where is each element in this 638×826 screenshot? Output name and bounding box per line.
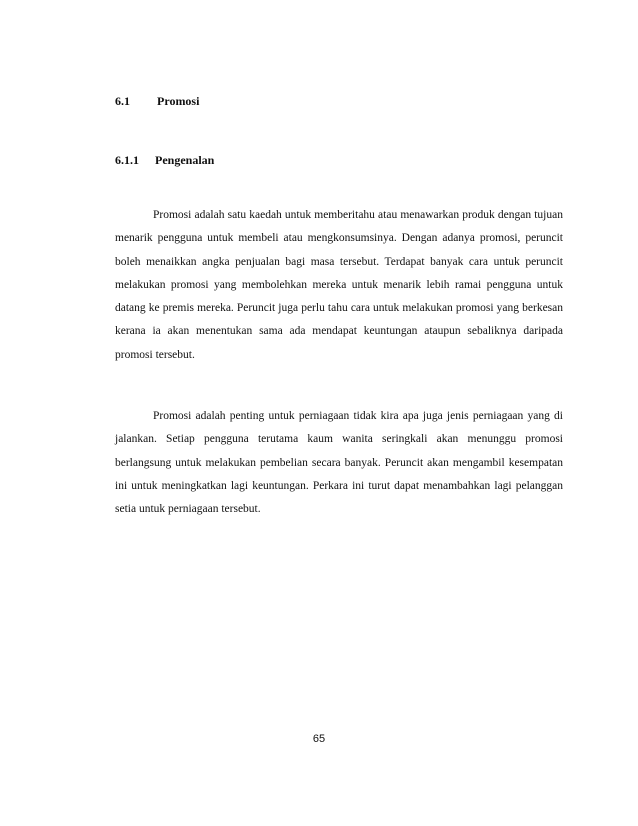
section-number: 6.1	[115, 94, 130, 108]
subsection-number: 6.1.1	[115, 153, 139, 167]
subsection-heading	[115, 153, 214, 167]
paragraph-introduction: Promosi adalah satu kaedah untuk memberitahu atau menawarkan produk dengan tujuan menarik pengguna untuk membeli atau mengkonsumsinya. Dengan adanya promosi, peruncit boleh menaikkan angka penjualan bagi masa tersebut. Terdapat banyak cara untuk peruncit melakukan promosi yang membolehkan mereka untuk menarik lebih ramai pengguna untuk datang ke premis mereka. Peruncit juga perlu tahu cara untuk melakukan promosi yang berkesan kerana ia akan menentukan sama ada mendapat keuntungan ataupun sebaliknya daripada promosi tersebut.	[115, 209, 563, 361]
paragraph-importance: Promosi adalah penting untuk perniagaan tidak kira apa juga jenis perniagaan yang di jalankan. Setiap pengguna terutama kaum wanita seringkali akan menunggu promosi berlangsung untuk melakukan pembelian secara banyak. Peruncit akan mengambil kesempatan ini untuk meningkatkan lagi keuntungan. Perkara ini turut dapat menambahkan lagi pelanggan setia untuk perniagaan tersebut.	[115, 410, 563, 516]
page-number: 65	[312, 733, 326, 745]
section-title: Promosi	[157, 94, 200, 108]
subsection-title: Pengenalan	[155, 153, 215, 167]
section-heading	[115, 94, 199, 108]
